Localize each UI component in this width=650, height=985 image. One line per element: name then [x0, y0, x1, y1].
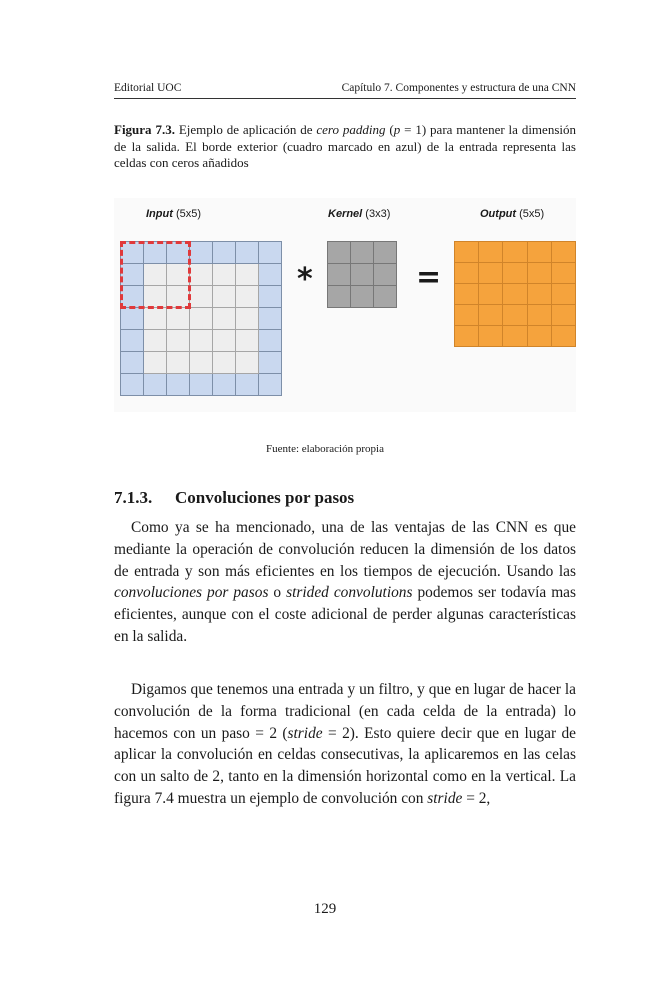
section-number: 7.1.3.	[114, 488, 153, 507]
running-header	[114, 82, 576, 99]
output-label: Output (5x5)	[480, 208, 545, 220]
figure-source: Fuente: elaboración propia	[266, 443, 384, 455]
section-heading	[114, 488, 354, 508]
figure-label: Figura 7.3.	[114, 122, 175, 137]
caption-text-1: Ejemplo de aplicación de	[174, 122, 317, 137]
caption-term: cero padding	[316, 122, 386, 137]
caption-text-2: (	[385, 122, 394, 137]
caption-text-3: = 1) para mantener la dimensión de la salida. El borde exterior (cuadro marcado en azul) de la entrada representa las celdas con ceros añadidos	[114, 122, 576, 170]
body-paragraph-2: Digamos que tenemos una entrada y un filtro, y que en lugar de hacer la convolución de la forma tradicional (en cada celda de la entrada) lo hacemos con un paso = 2 (stride = 2). Esto quiere decir que en lugar de aplicar la convolución en celdas consecutivas, la aplicaremos en las celas con un salto de 2, tanto en la dimensión horizontal como en la vertical. La figura 7.4 muestra un ejemplo de convolución con stride = 2,	[114, 681, 576, 807]
caption-math: p	[393, 122, 401, 137]
figure-caption	[114, 122, 576, 172]
output-grid	[454, 241, 576, 347]
header-publisher: Editorial UOC	[114, 82, 182, 94]
padding-figure	[114, 198, 576, 412]
section-title: Convoluciones por pasos	[175, 488, 355, 507]
input-label: Input (5x5)	[146, 208, 202, 220]
body-paragraph-1: Como ya se ha mencionado, una de las ventajas de las CNN es que mediante la operación de convolución reducen la dimensión de los datos de entrada y son más eficientes en los tiempos de ejecución. Usando las convoluciones por pasos o strided convolutions podemos ser todavía mas eficientes, aunque con el coste adicional de perder algunas características en la salida.	[114, 519, 576, 645]
page-number: 129	[313, 901, 337, 917]
header-chapter: Capítulo 7. Componentes y estructura de una CNN	[341, 82, 576, 94]
kernel-label: Kernel (3x3)	[328, 208, 391, 220]
kernel-grid	[327, 241, 397, 308]
equals-symbol: =	[416, 260, 442, 295]
convolution-symbol: *	[297, 262, 313, 297]
kernel-window-outline	[120, 241, 191, 309]
